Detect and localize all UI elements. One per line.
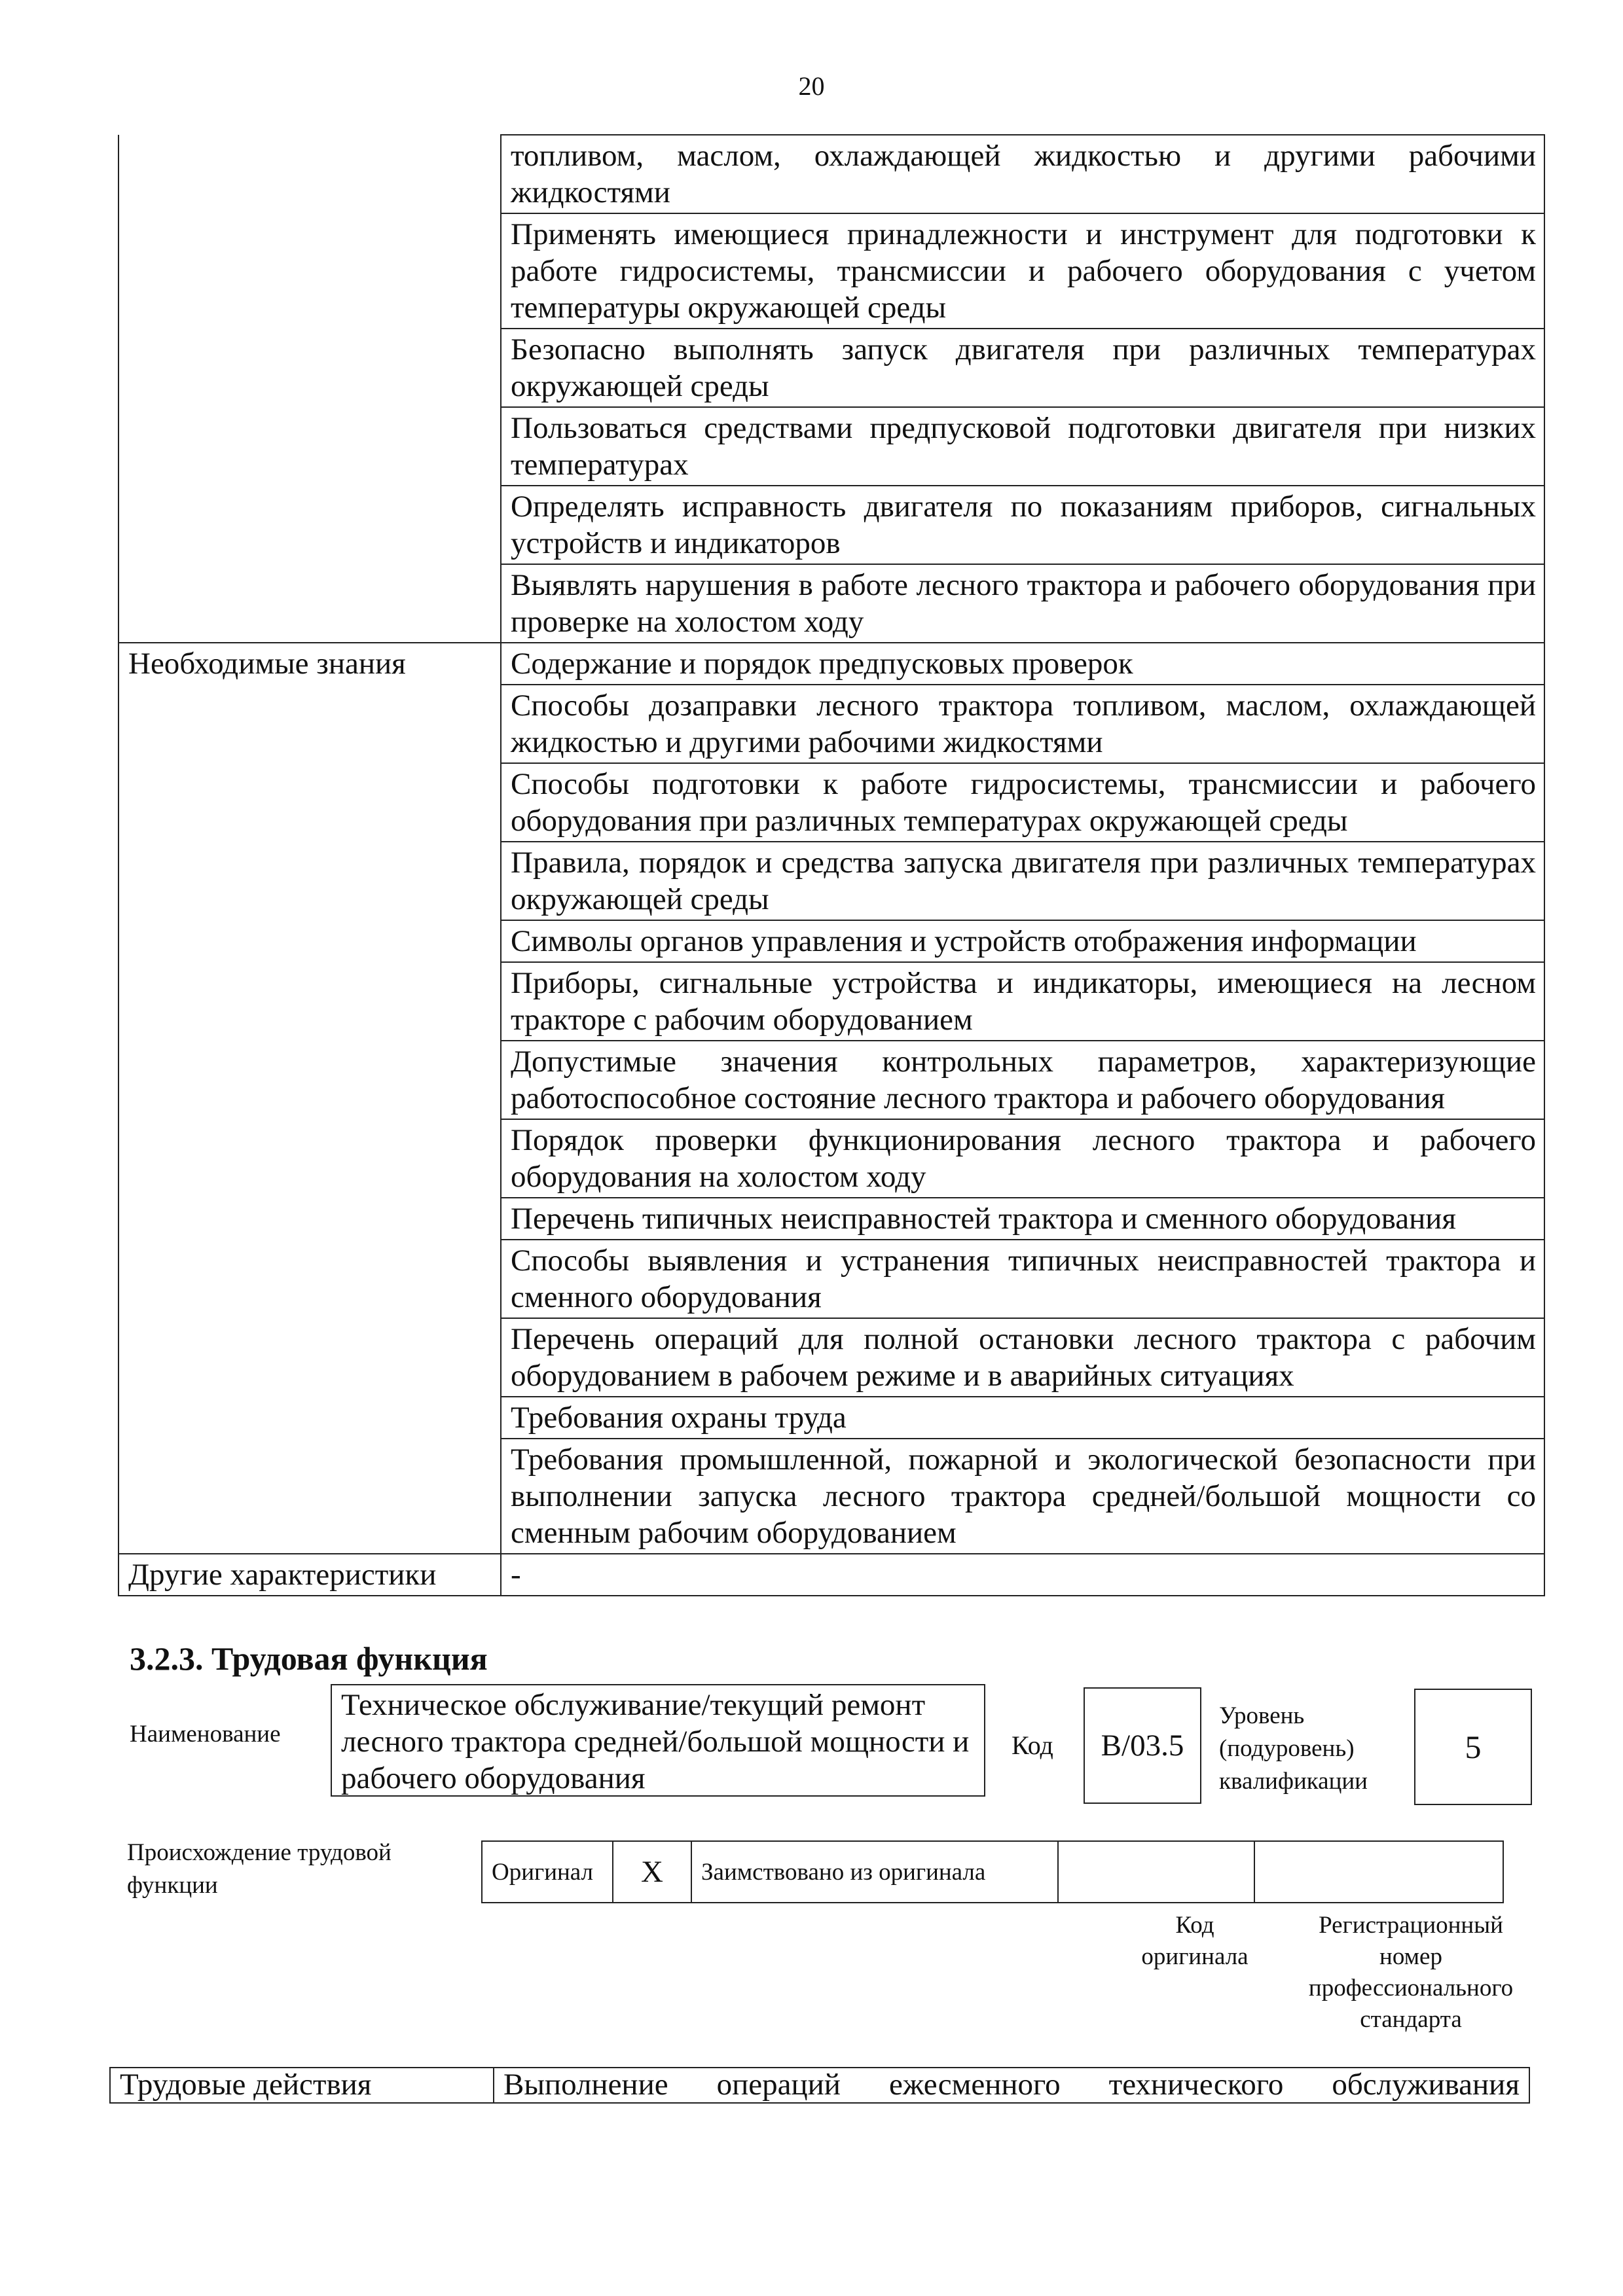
knowledge-item: Содержание и порядок предпусковых проверок	[501, 643, 1544, 685]
name-value: Техническое обслуживание/текущий ремонт лесного трактора средней/большой мощности и рабочего оборудования	[331, 1684, 985, 1797]
page-number: 20	[798, 71, 825, 101]
other-label: Другие характеристики	[119, 1554, 501, 1596]
skill-item: Выявлять нарушения в работе лесного трактора и рабочего оборудования при проверке на холостом ходу	[501, 564, 1544, 643]
level-value: 5	[1414, 1689, 1532, 1805]
code-caption: Код оригинала	[1141, 1912, 1249, 1970]
table-row	[119, 329, 1544, 407]
knowledge-item: Способы выявления и устранения типичных неисправностей трактора и сменного оборудования	[501, 1240, 1544, 1318]
table-row	[119, 213, 1544, 329]
other-value: -	[501, 1554, 1544, 1596]
knowledge-item: Правила, порядок и средства запуска двигателя при различных температурах окружающей среды	[501, 842, 1544, 920]
borrowed-label: Заимствовано из оригинала	[691, 1841, 1058, 1903]
skill-item: топливом, маслом, охлаждающей жидкостью и другими рабочими жидкостями	[501, 135, 1544, 213]
skill-item: Применять имеющиеся принадлежности и инструмент для подготовки к работе гидросистемы, трансмиссии и рабочего оборудования с учетом температуры окружающей среды	[501, 213, 1544, 329]
knowledge-item: Порядок проверки функционирования лесного трактора и рабочего оборудования на холостом ходу	[501, 1119, 1544, 1198]
code-label: Код	[1012, 1731, 1053, 1760]
actions-value: Выполнение операций ежесменного технического обслуживания	[494, 2068, 1529, 2103]
table-row	[119, 1554, 1544, 1596]
knowledge-item: Допустимые значения контрольных параметров, характеризующие работоспособное состояние лесного трактора и рабочего оборудования	[501, 1041, 1544, 1119]
knowledge-item: Способы подготовки к работе гидросистемы, трансмиссии и рабочего оборудования при различных температурах окружающей среды	[501, 763, 1544, 842]
level-label: Уровень (подуровень) квалификации	[1219, 1702, 1368, 1795]
actions-label: Трудовые действия	[110, 2068, 494, 2103]
original-code-cell	[1058, 1841, 1254, 1903]
table-row	[119, 564, 1544, 643]
skill-item: Безопасно выполнять запуск двигателя при различных температурах окружающей среды	[501, 329, 1544, 407]
original-mark: X	[613, 1841, 691, 1903]
table-row	[110, 2068, 1529, 2103]
knowledge-item: Требования охраны труда	[501, 1397, 1544, 1439]
knowledge-item: Перечень операций для полной остановки лесного трактора с рабочим оборудованием в рабочем режиме и в аварийных ситуациях	[501, 1318, 1544, 1397]
skill-item: Пользоваться средствами предпусковой подготовки двигателя при низких температурах	[501, 407, 1544, 486]
requirements-table	[118, 134, 1545, 1596]
reg-number-cell	[1254, 1841, 1503, 1903]
actions-table	[109, 2067, 1530, 2104]
knowledge-label: Необходимые знания	[119, 643, 501, 1554]
knowledge-item: Способы дозаправки лесного трактора топливом, маслом, охлаждающей жидкостью и другими рабочими жидкостями	[501, 685, 1544, 763]
knowledge-item: Символы органов управления и устройств отображения информации	[501, 920, 1544, 962]
table-row	[482, 1841, 1503, 1903]
table-row	[119, 407, 1544, 486]
original-label: Оригинал	[482, 1841, 613, 1903]
skill-item: Определять исправность двигателя по показаниям приборов, сигнальных устройств и индикаторов	[501, 486, 1544, 564]
table-row	[119, 486, 1544, 564]
name-label: Наименование	[130, 1721, 281, 1748]
knowledge-item: Перечень типичных неисправностей трактора и сменного оборудования	[501, 1198, 1544, 1240]
origin-label: Происхождение трудовой функции	[127, 1839, 392, 1899]
section-title: 3.2.3. Трудовая функция	[130, 1640, 488, 1677]
knowledge-item: Приборы, сигнальные устройства и индикаторы, имеющиеся на лесном тракторе с рабочим оборудованием	[501, 962, 1544, 1041]
code-value: B/03.5	[1084, 1687, 1201, 1804]
knowledge-item: Требования промышленной, пожарной и экологической безопасности при выполнении запуска лесного трактора средней/большой мощности со сменным рабочим оборудованием	[501, 1439, 1544, 1554]
table-row	[119, 643, 1544, 685]
origin-table	[481, 1840, 1504, 1903]
reg-caption: Регистрационный номер профессионального стандарта	[1308, 1912, 1514, 2033]
table-row	[119, 135, 1544, 213]
